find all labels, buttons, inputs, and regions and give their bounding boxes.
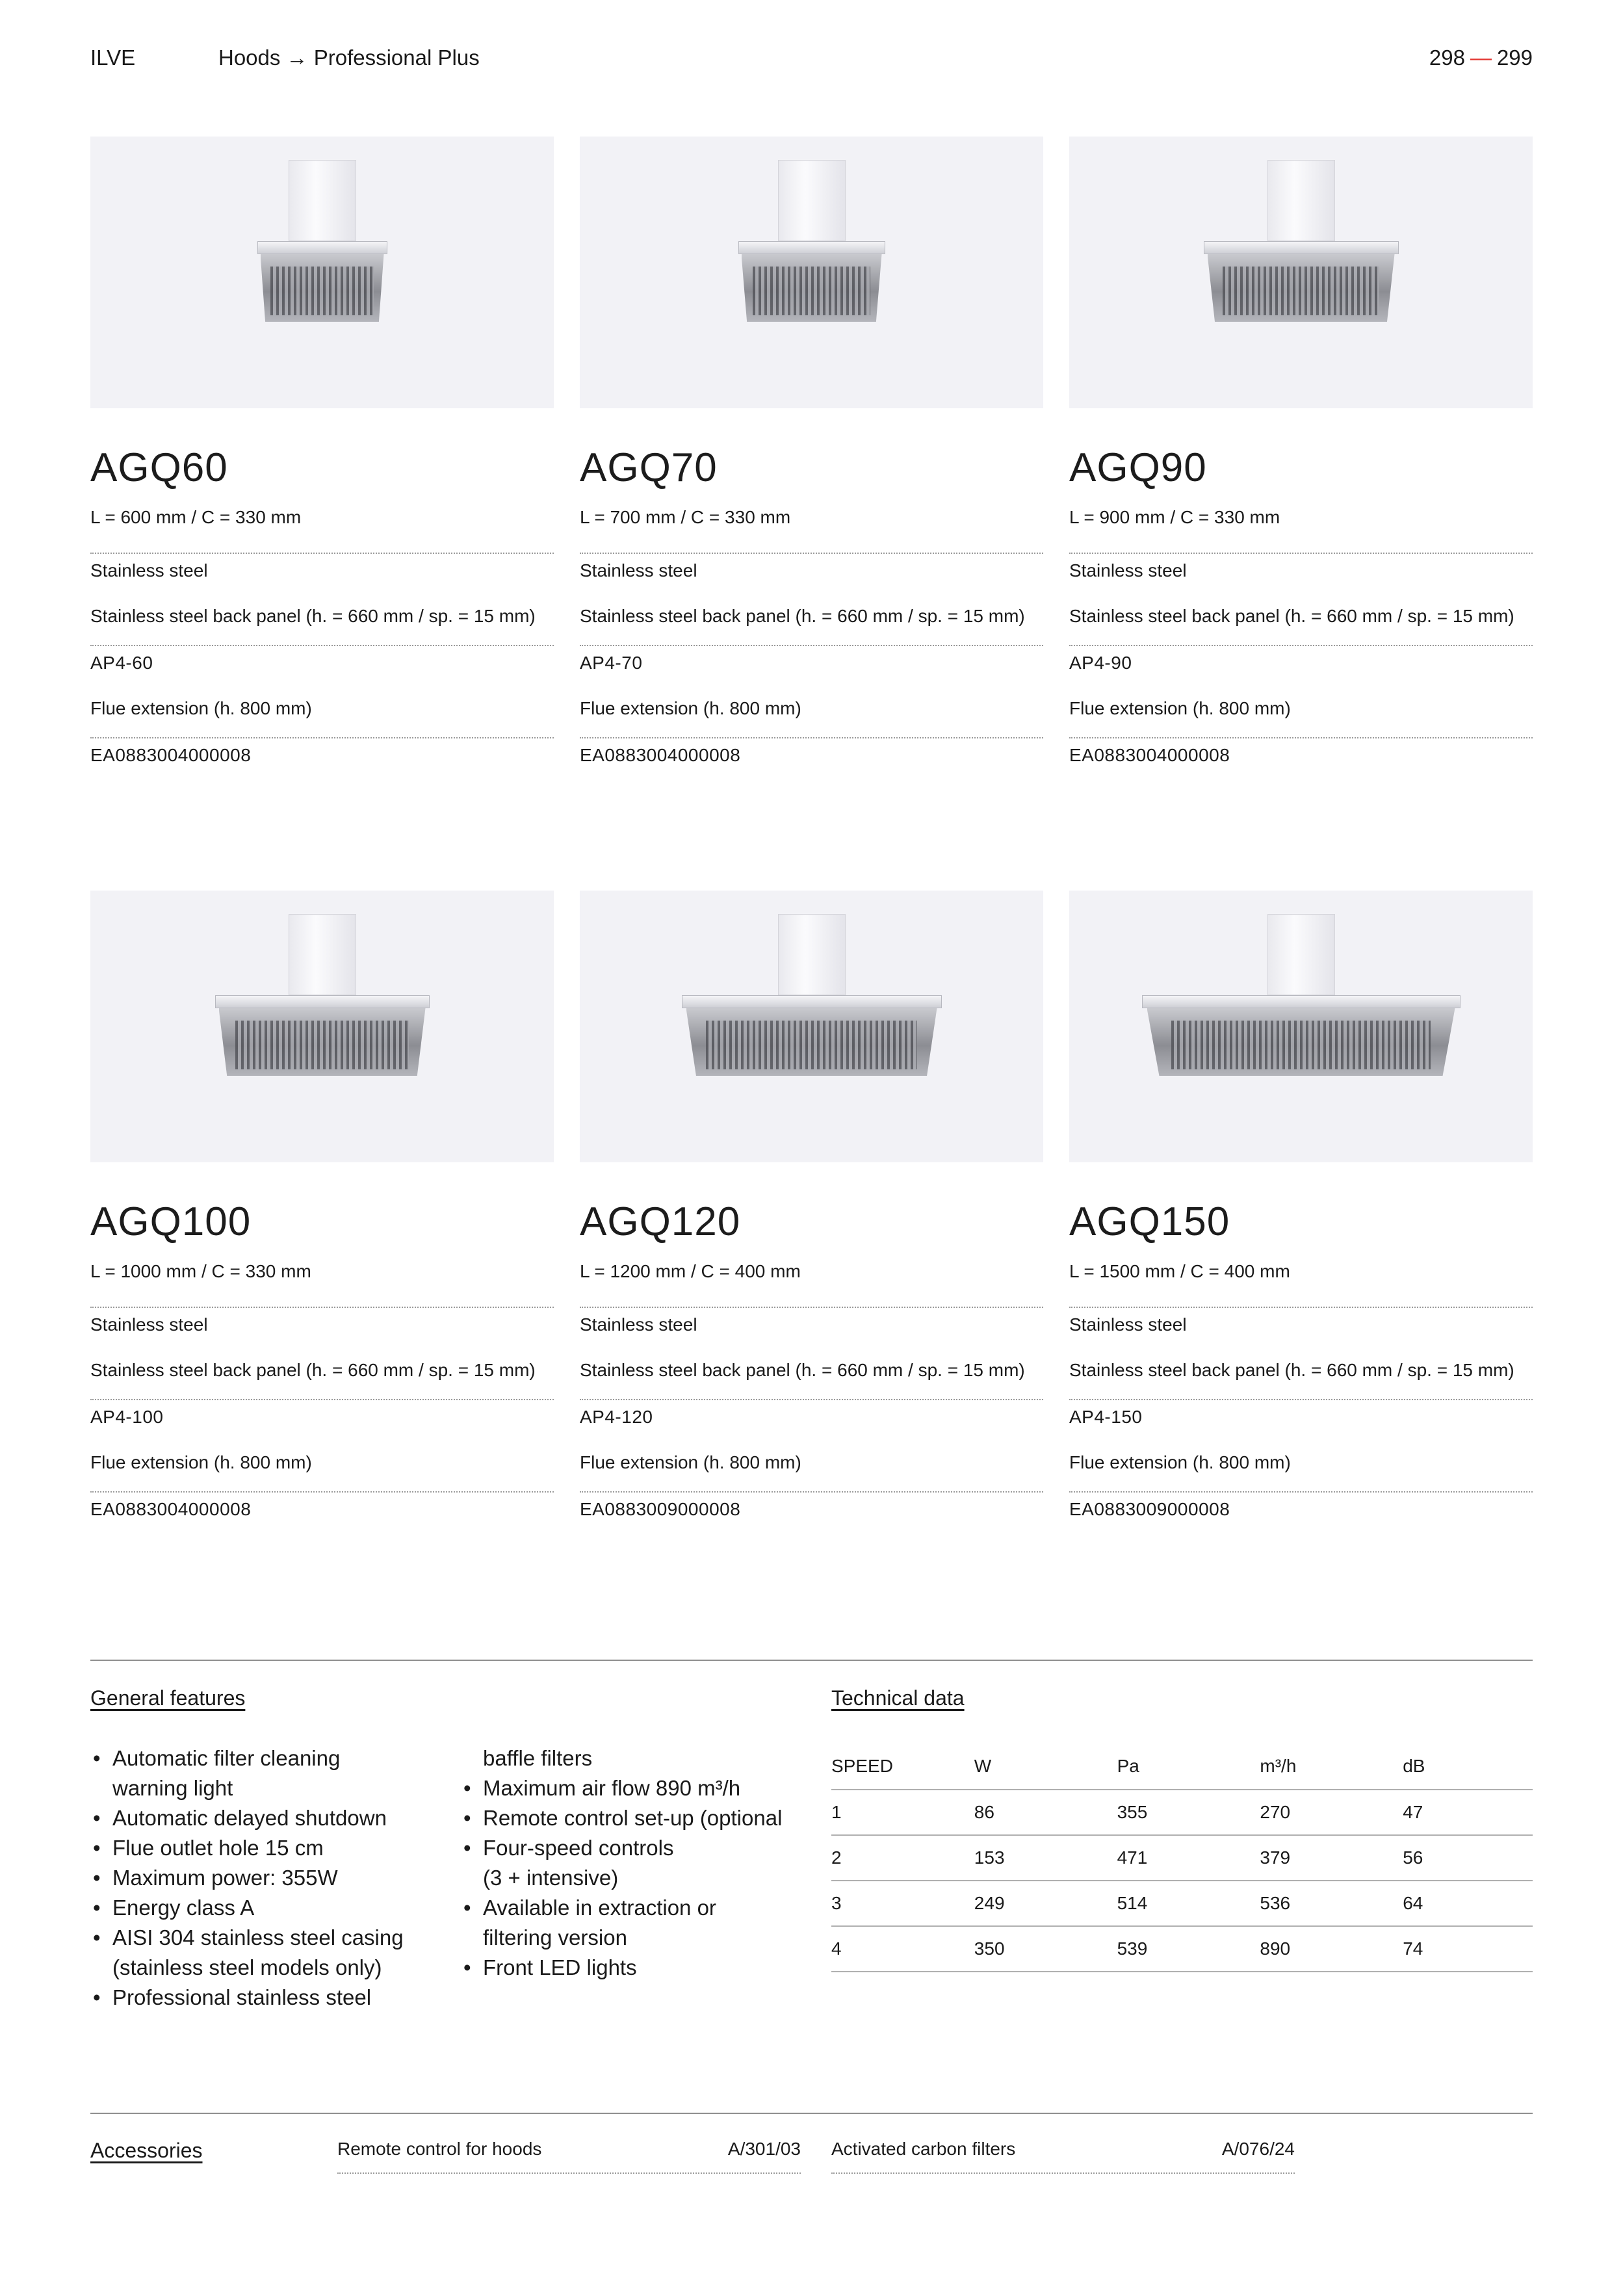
feature-item: • Maximum air flow 890 m³/h xyxy=(461,1773,812,1803)
product-finish: Stainless steel xyxy=(1069,1307,1533,1360)
table-row xyxy=(831,1881,1533,1927)
product-photo xyxy=(90,891,554,1162)
product-model: AGQ60 xyxy=(90,445,228,490)
feature-item: • Flue outlet hole 15 cm xyxy=(90,1833,454,1863)
flue-extension-label: Flue extension (h. 800 mm) xyxy=(90,698,312,718)
back-panel-code: AP4-120 xyxy=(580,1399,1043,1452)
product-card xyxy=(580,137,1043,766)
flue-extension-label: Flue extension (h. 800 mm) xyxy=(1069,1452,1291,1472)
section-divider xyxy=(90,1660,1533,1661)
feature-item: • Energy class A xyxy=(90,1893,454,1923)
product-finish: Stainless steel xyxy=(90,553,554,606)
flue-extension-label: Flue extension (h. 800 mm) xyxy=(90,1452,312,1472)
product-dimensions: L = 1500 mm / C = 400 mm xyxy=(1069,1261,1290,1281)
product-card xyxy=(90,891,554,1520)
table-cell: 379 xyxy=(1260,1847,1291,1868)
product-grid-row-1 xyxy=(90,137,1533,766)
hood-illustration xyxy=(738,160,885,322)
feature-item: • Professional stainless steel xyxy=(90,1983,454,2013)
back-panel-code: AP4-60 xyxy=(90,645,554,698)
hood-illustration xyxy=(1142,914,1461,1076)
product-dimensions: L = 900 mm / C = 330 mm xyxy=(1069,507,1280,527)
back-panel-code: AP4-70 xyxy=(580,645,1043,698)
product-model: AGQ150 xyxy=(1069,1199,1230,1244)
hood-illustration xyxy=(1204,160,1399,322)
table-cell: 64 xyxy=(1403,1893,1423,1913)
product-model: AGQ70 xyxy=(580,445,718,490)
table-header: dB xyxy=(1403,1756,1425,1776)
back-panel-label: Stainless steel back panel (h. = 660 mm / sp. = 15 mm) xyxy=(580,606,1025,626)
table-cell: 514 xyxy=(1117,1893,1148,1913)
product-photo xyxy=(1069,137,1533,408)
feature-item: • Maximum power: 355W xyxy=(90,1863,454,1893)
table-cell: 536 xyxy=(1260,1893,1291,1913)
feature-item: • Four-speed controls xyxy=(461,1833,812,1863)
table-cell: 350 xyxy=(974,1938,1005,1959)
back-panel-label: Stainless steel back panel (h. = 660 mm / sp. = 15 mm) xyxy=(90,606,536,626)
feature-item: • AISI 304 stainless steel casing xyxy=(90,1923,454,1953)
feature-item: • Front LED lights xyxy=(461,1953,812,1983)
feature-item-continued: warning light xyxy=(112,1776,233,1800)
accessory-label: Activated carbon filters xyxy=(831,2139,1016,2159)
page-header xyxy=(90,46,1533,78)
product-dimensions: L = 1000 mm / C = 330 mm xyxy=(90,1261,311,1281)
feature-item-continued: filtering version xyxy=(483,1925,627,1950)
product-card xyxy=(1069,137,1533,766)
page-separator: — xyxy=(1470,46,1492,70)
general-features xyxy=(90,1743,805,2023)
features-column-2 xyxy=(461,1743,812,1983)
table-cell: 249 xyxy=(974,1893,1005,1913)
flue-extension-code: EA0883004000008 xyxy=(580,737,1043,766)
table-cell: 471 xyxy=(1117,1847,1148,1868)
hood-illustration xyxy=(257,160,387,322)
hood-illustration xyxy=(682,914,942,1076)
back-panel-label: Stainless steel back panel (h. = 660 mm / sp. = 15 mm) xyxy=(90,1360,536,1380)
product-model: AGQ90 xyxy=(1069,445,1207,490)
product-photo xyxy=(580,137,1043,408)
technical-data-table xyxy=(831,1743,1533,1972)
product-photo xyxy=(580,891,1043,1162)
back-panel-label: Stainless steel back panel (h. = 660 mm / sp. = 15 mm) xyxy=(1069,606,1514,626)
flue-extension-label: Flue extension (h. 800 mm) xyxy=(580,698,801,718)
table-cell: 74 xyxy=(1403,1938,1423,1959)
product-dimensions: L = 600 mm / C = 330 mm xyxy=(90,507,302,527)
table-row xyxy=(831,1836,1533,1881)
accessories-title: Accessories xyxy=(90,2139,203,2162)
table-cell: 2 xyxy=(831,1847,842,1868)
back-panel-code: AP4-100 xyxy=(90,1399,554,1452)
feature-item-continued: (3 + intensive) xyxy=(483,1866,619,1890)
page-left: 298 xyxy=(1429,46,1465,70)
feature-item-continued: baffle filters xyxy=(483,1746,593,1770)
brand-name: ILVE xyxy=(90,46,136,70)
table-cell: 3 xyxy=(831,1893,842,1913)
feature-item-continued: (stainless steel models only) xyxy=(112,1955,382,1979)
page-numbers xyxy=(1429,46,1533,70)
accessory-label: Remote control for hoods xyxy=(337,2139,542,2159)
table-cell: 539 xyxy=(1117,1938,1148,1959)
table-cell: 355 xyxy=(1117,1802,1148,1822)
table-header: W xyxy=(974,1756,992,1776)
flue-extension-code: EA0883004000008 xyxy=(1069,737,1533,766)
technical-data-title: Technical data xyxy=(831,1686,965,1710)
accessory-code: A/301/03 xyxy=(727,2139,801,2159)
flue-extension-code: EA0883009000008 xyxy=(1069,1491,1533,1520)
flue-extension-label: Flue extension (h. 800 mm) xyxy=(1069,698,1291,718)
table-cell: 56 xyxy=(1403,1847,1423,1868)
product-grid-row-2 xyxy=(90,891,1533,1520)
product-finish: Stainless steel xyxy=(580,1307,1043,1360)
product-model: AGQ100 xyxy=(90,1199,252,1244)
page-right: 299 xyxy=(1496,46,1533,70)
product-card xyxy=(90,137,554,766)
accessory-item xyxy=(337,2139,801,2174)
feature-item: • Remote control set-up (optional xyxy=(461,1803,812,1833)
breadcrumb[interactable]: Hoods → Professional Plus xyxy=(218,46,480,70)
back-panel-label: Stainless steel back panel (h. = 660 mm / sp. = 15 mm) xyxy=(1069,1360,1514,1380)
table-cell: 86 xyxy=(974,1802,994,1822)
table-header: Pa xyxy=(1117,1756,1139,1776)
features-column-1 xyxy=(90,1743,454,2013)
product-model: AGQ120 xyxy=(580,1199,741,1244)
table-row xyxy=(831,1790,1533,1836)
accessory-code: A/076/24 xyxy=(1221,2139,1295,2159)
feature-item: • Automatic filter cleaning xyxy=(90,1743,454,1773)
flue-extension-code: EA0883004000008 xyxy=(90,737,554,766)
product-dimensions: L = 1200 mm / C = 400 mm xyxy=(580,1261,801,1281)
flue-extension-code: EA0883004000008 xyxy=(90,1491,554,1520)
table-header-row xyxy=(831,1743,1533,1790)
flue-extension-code: EA0883009000008 xyxy=(580,1491,1043,1520)
hood-illustration xyxy=(215,914,430,1076)
product-card xyxy=(1069,891,1533,1520)
table-header: m³/h xyxy=(1260,1756,1297,1776)
product-photo xyxy=(1069,891,1533,1162)
table-cell: 4 xyxy=(831,1938,842,1959)
back-panel-label: Stainless steel back panel (h. = 660 mm / sp. = 15 mm) xyxy=(580,1360,1025,1380)
table-cell: 890 xyxy=(1260,1938,1291,1959)
table-row xyxy=(831,1927,1533,1972)
general-features-title: General features xyxy=(90,1686,246,1710)
table-header: SPEED xyxy=(831,1756,893,1776)
product-dimensions: L = 700 mm / C = 330 mm xyxy=(580,507,791,527)
back-panel-code: AP4-90 xyxy=(1069,645,1533,698)
product-photo xyxy=(90,137,554,408)
product-finish: Stainless steel xyxy=(580,553,1043,606)
accessory-item xyxy=(831,2139,1295,2174)
table-cell: 1 xyxy=(831,1802,842,1822)
flue-extension-label: Flue extension (h. 800 mm) xyxy=(580,1452,801,1472)
table-cell: 270 xyxy=(1260,1802,1291,1822)
feature-item: • Automatic delayed shutdown xyxy=(90,1803,454,1833)
table-cell: 153 xyxy=(974,1847,1005,1868)
table-cell: 47 xyxy=(1403,1802,1423,1822)
section-divider xyxy=(90,2113,1533,2114)
product-finish: Stainless steel xyxy=(1069,553,1533,606)
product-finish: Stainless steel xyxy=(90,1307,554,1360)
feature-item: • Available in extraction or xyxy=(461,1893,812,1923)
product-card xyxy=(580,891,1043,1520)
back-panel-code: AP4-150 xyxy=(1069,1399,1533,1452)
